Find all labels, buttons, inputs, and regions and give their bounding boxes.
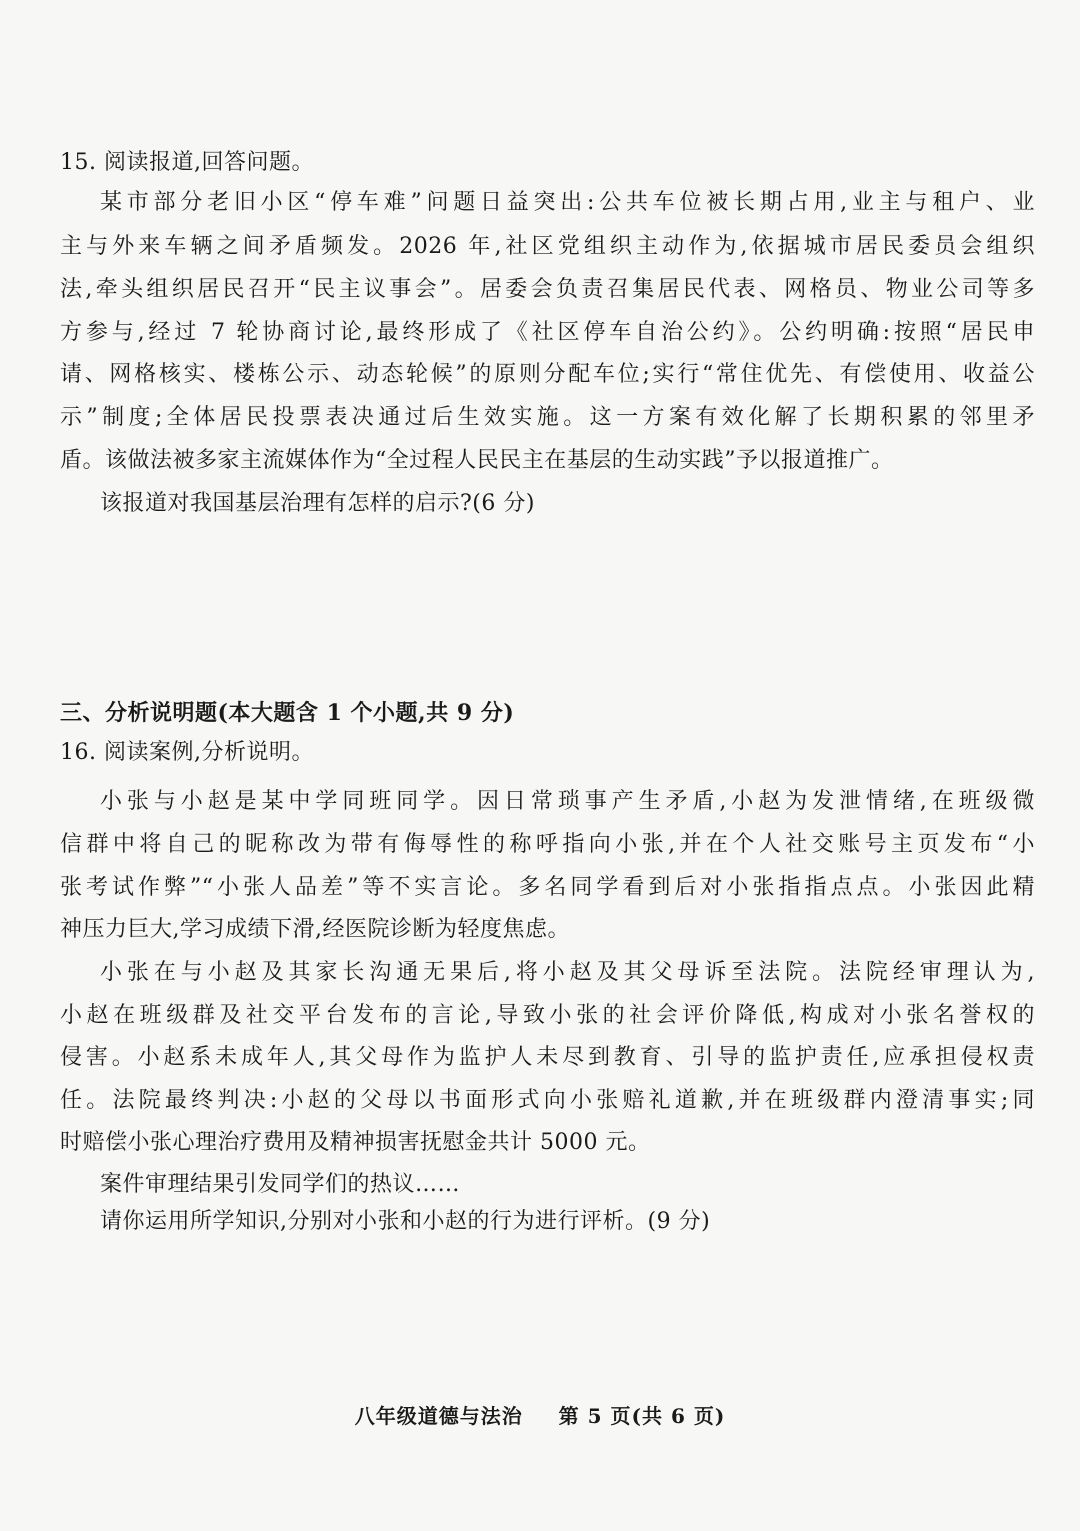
q16-paragraph1-line-3: 张考试作弊”“小张人品差”等不实言论。多名同学看到后对小张指指点点。小张因此精 — [60, 875, 1035, 900]
footer-page-number: 第 5 页(共 6 页) — [558, 1404, 726, 1428]
q15-paragraph-line-1: 某市部分老旧小区“停车难”问题日益突出:公共车位被长期占用,业主与租户、业 — [100, 190, 1035, 215]
q15-paragraph-line-5: 请、网格核实、楼栋公示、动态轮候”的原则分配车位;实行“常住优先、有偿使用、收益公 — [60, 362, 1035, 387]
q15-paragraph-line-2: 主与外来车辆之间矛盾频发。2026 年,社区党组织主动作为,依据城市居民委员会组织 — [60, 234, 1035, 259]
q15-paragraph-line-7: 盾。该做法被多家主流媒体作为“全过程人民民主在基层的生动实践”予以报道推广。 — [60, 448, 894, 473]
q16-question: 请你运用所学知识,分别对小张和小赵的行为进行评析。(9 分) — [100, 1209, 711, 1234]
q16-paragraph2-line-1: 小张在与小赵及其家长沟通无果后,将小赵及其父母诉至法院。法院经审理认为, — [100, 960, 1035, 985]
footer-subject: 八年级道德与法治 — [354, 1404, 523, 1428]
q16-paragraph2-line-3: 侵害。小赵系未成年人,其父母作为监护人未尽到教育、引导的监护责任,应承担侵权责 — [60, 1045, 1035, 1070]
q16-paragraph2-line-5: 时赔偿小张心理治疗费用及精神损害抚慰金共计 5000 元。 — [60, 1130, 651, 1155]
q15-paragraph-line-6: 示”制度;全体居民投票表决通过后生效实施。这一方案有效化解了长期积累的邻里矛 — [60, 405, 1035, 430]
question-16-title: 16. 阅读案例,分析说明。 — [60, 740, 314, 765]
q16-paragraph1-line-2: 信群中将自己的昵称改为带有侮辱性的称呼指向小张,并在个人社交账号主页发布“小 — [60, 832, 1035, 857]
q15-paragraph-line-3: 法,牵头组织居民召开“民主议事会”。居委会负责召集居民代表、网格员、物业公司等多 — [60, 277, 1035, 302]
q16-paragraph2-line-4: 任。法院最终判决:小赵的父母以书面形式向小张赔礼道歉,并在班级群内澄清事实;同 — [60, 1088, 1035, 1113]
q16-paragraph1-line-4: 神压力巨大,学习成绩下滑,经医院诊断为轻度焦虑。 — [60, 917, 570, 942]
q16-paragraph1-line-1: 小张与小赵是某中学同班同学。因日常琐事产生矛盾,小赵为发泄情绪,在班级微 — [100, 789, 1035, 814]
section-3-title: 三、分析说明题(本大题含 1 个小题,共 9 分) — [60, 700, 515, 726]
q15-paragraph-line-4: 方参与,经过 7 轮协商讨论,最终形成了《社区停车自治公约》。公约明确:按照“居民申 — [60, 320, 1035, 345]
q15-question: 该报道对我国基层治理有怎样的启示?(6 分) — [100, 491, 535, 516]
q16-paragraph2-line-2: 小赵在班级群及社交平台发布的言论,导致小张的社会评价降低,构成对小张名誉权的 — [60, 1003, 1035, 1028]
question-15-title: 15. 阅读报道,回答问题。 — [60, 150, 314, 175]
q16-discussion: 案件审理结果引发同学们的热议…… — [100, 1172, 461, 1197]
page-footer — [0, 1400, 1080, 1429]
